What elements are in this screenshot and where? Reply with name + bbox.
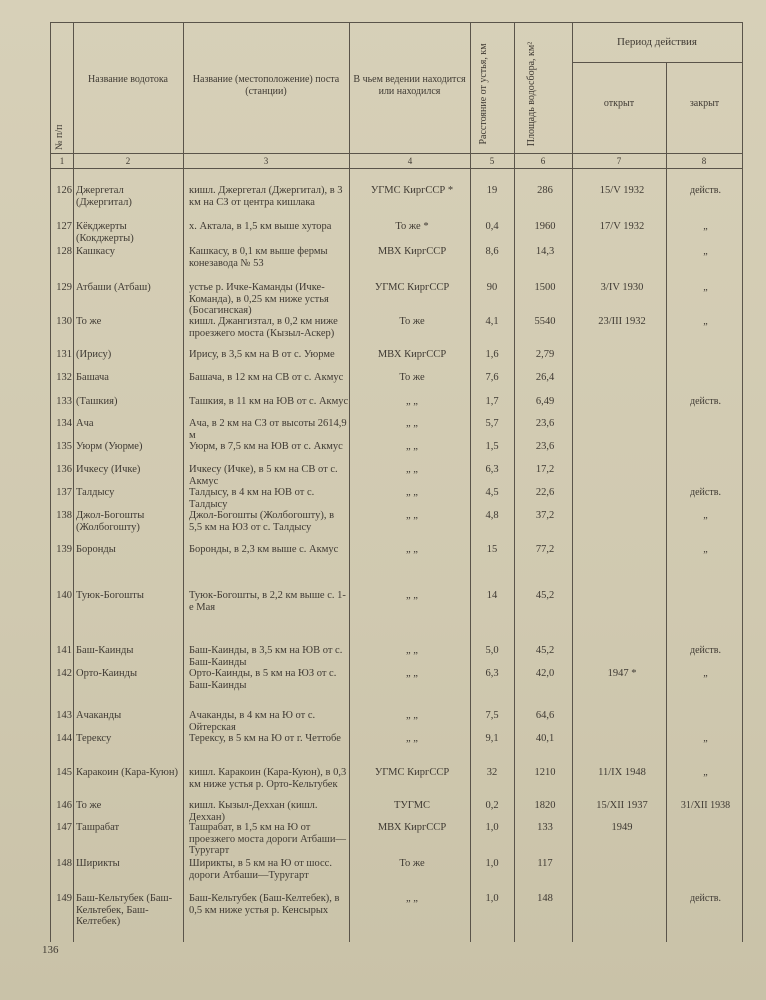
cell-post: Ичкесу (Ичке), в 5 км на СВ от с. Акмус <box>189 464 338 487</box>
cell-post: Боронды, в 2,3 км выше с. Акмус <box>189 544 339 555</box>
period-header-rule <box>572 62 743 63</box>
cell-post: Кашкасу, в 0,1 км выше фермы конезавода № 53 <box>189 246 328 269</box>
cell-post: Талдысу, в 4 км на ЮВ от с. Талдысу <box>189 487 315 510</box>
cell-dist: 1,0 <box>485 822 499 833</box>
cell-name: Баш-Кельтубек (Баш-Кельтебек, Баш-Келтебек) <box>76 893 173 927</box>
cell-area: 23,6 <box>535 418 555 429</box>
cell-owner: „ „ <box>406 710 418 721</box>
cell-n: 146 <box>56 800 72 811</box>
cell-owner: „ „ <box>406 893 418 904</box>
cell-owner: „ „ <box>406 668 418 679</box>
cell-opened: 1947 * <box>607 668 637 679</box>
cell-name: Уюрм (Уюрме) <box>76 441 143 452</box>
cell-post: Ача, в 2 км на СЗ от высоты 2614,9 м <box>189 418 347 441</box>
table-top-rule <box>50 22 743 23</box>
page-number: 136 <box>42 944 59 956</box>
cell-closed: действ. <box>690 645 721 656</box>
cell-closed: 31/XII 1938 <box>680 800 731 811</box>
column-number: 3 <box>263 156 269 166</box>
cell-area: 1820 <box>534 800 556 811</box>
cell-post: Орто-Каинды, в 5 км на ЮЗ от с. Баш-Каинды <box>189 668 337 691</box>
cell-area: 64,6 <box>535 710 555 721</box>
cell-dist: 4,8 <box>485 510 499 521</box>
cell-dist: 8,6 <box>485 246 499 257</box>
cell-dist: 5,0 <box>485 645 499 656</box>
cell-area: 2,79 <box>535 349 555 360</box>
cell-name: Боронды <box>76 544 116 555</box>
cell-post: х. Актала, в 1,5 км выше хутора <box>189 221 332 232</box>
cell-n: 149 <box>56 893 72 904</box>
cell-dist: 1,0 <box>485 893 499 904</box>
cell-area: 5540 <box>534 316 556 327</box>
cell-area: 45,2 <box>535 590 555 601</box>
cell-post: Джол-Богошты (Жолбогошту), в 5,5 км на ЮЗ от с. Талдысу <box>189 510 335 533</box>
cell-closed: „ <box>703 668 708 679</box>
column-number: 1 <box>59 156 65 166</box>
cell-owner: То же <box>399 372 425 383</box>
cell-n: 127 <box>56 221 72 232</box>
cell-closed: действ. <box>690 893 721 904</box>
cell-owner: „ „ <box>406 733 418 744</box>
header-area: Площадь водосбора, км² <box>526 41 537 147</box>
cell-n: 130 <box>56 316 72 327</box>
cell-opened: 1949 <box>611 822 633 833</box>
cell-dist: 15 <box>486 544 498 555</box>
cell-opened: 3/IV 1930 <box>600 282 644 293</box>
header-distance: Расстояние от устья, км <box>478 43 489 145</box>
cell-area: 148 <box>537 893 553 904</box>
cell-post: устье р. Ичке-Каманды (Ичке-Команда), в 0,25 км ниже устья (Босагинская) <box>189 282 329 316</box>
cell-owner: УГМС КиргССР * <box>370 185 454 196</box>
cell-n: 134 <box>56 418 72 429</box>
cell-n: 141 <box>56 645 72 656</box>
cell-closed: „ <box>703 282 708 293</box>
cell-n: 129 <box>56 282 72 293</box>
cell-post: Ширикты, в 5 км на Ю от шосс. дороги Атбаши—Туругарт <box>189 858 332 881</box>
cell-n: 144 <box>56 733 72 744</box>
cell-name: Ачаканды <box>76 710 122 721</box>
column-number: 7 <box>616 156 622 166</box>
cell-closed: „ <box>703 510 708 521</box>
cell-post: Уюрм, в 7,5 км на ЮВ от с. Акмус <box>189 441 343 452</box>
cell-post: Баш-Каинды, в 3,5 км на ЮВ от с. Баш-Каинды <box>189 645 343 668</box>
cell-name: Орто-Каинды <box>76 668 138 679</box>
cell-n: 138 <box>56 510 72 521</box>
column-rule <box>514 22 515 942</box>
cell-dist: 4,1 <box>485 316 499 327</box>
header-opened: открыт <box>603 98 635 109</box>
cell-n: 137 <box>56 487 72 498</box>
cell-n: 148 <box>56 858 72 869</box>
cell-dist: 1,5 <box>485 441 499 452</box>
cell-dist: 0,4 <box>485 221 499 232</box>
cell-owner: МВХ КиргССР <box>377 822 447 833</box>
cell-owner: УГМС КиргССР <box>374 282 450 293</box>
cell-area: 26,4 <box>535 372 555 383</box>
cell-dist: 4,5 <box>485 487 499 498</box>
cell-owner: ТУГМС <box>393 800 431 811</box>
cell-name: Башача <box>76 372 109 383</box>
cell-n: 128 <box>56 246 72 257</box>
column-rule <box>183 22 184 942</box>
cell-area: 17,2 <box>535 464 555 475</box>
cell-post: Ташрабат, в 1,5 км на Ю от проезжего моста дороги Атбаши—Туругарт <box>189 822 347 856</box>
header-numbers-rule <box>50 168 743 169</box>
cell-dist: 7,5 <box>485 710 499 721</box>
cell-owner: УГМС КиргССР <box>374 767 450 778</box>
column-rule <box>73 22 74 942</box>
cell-name: Терексу <box>76 733 112 744</box>
column-number: 8 <box>701 156 707 166</box>
column-number: 6 <box>540 156 546 166</box>
cell-n: 135 <box>56 441 72 452</box>
header-watercourse: Название водотока <box>88 74 168 85</box>
cell-dist: 5,7 <box>485 418 499 429</box>
cell-n: 139 <box>56 544 72 555</box>
cell-closed: „ <box>703 221 708 232</box>
cell-name: Джол-Богошты (Жолбогошту) <box>76 510 145 533</box>
cell-post: кишл. Каракоин (Кара-Куюн), в 0,3 км ниже устья р. Орто-Кельтубек <box>189 767 347 790</box>
column-number: 2 <box>125 156 131 166</box>
cell-post: кишл. Джергетал (Джергитал), в 3 км на СЗ от центра кишлака <box>189 185 343 208</box>
cell-dist: 1,0 <box>485 858 499 869</box>
column-number: 4 <box>407 156 413 166</box>
cell-area: 117 <box>537 858 553 869</box>
cell-area: 133 <box>537 822 553 833</box>
cell-owner: „ „ <box>406 464 418 475</box>
cell-name: То же <box>76 316 102 327</box>
cell-owner: „ „ <box>406 487 418 498</box>
cell-area: 22,6 <box>535 487 555 498</box>
cell-n: 136 <box>56 464 72 475</box>
cell-name: (Ирису) <box>76 349 112 360</box>
cell-name: То же <box>76 800 102 811</box>
cell-n: 145 <box>56 767 72 778</box>
cell-area: 6,49 <box>535 396 555 407</box>
cell-dist: 7,6 <box>485 372 499 383</box>
cell-area: 1500 <box>534 282 556 293</box>
cell-name: Каракоин (Кара-Куюн) <box>76 767 178 778</box>
cell-area: 77,2 <box>535 544 555 555</box>
cell-dist: 32 <box>486 767 498 778</box>
cell-owner: „ „ <box>406 396 418 407</box>
cell-owner: „ „ <box>406 441 418 452</box>
cell-name: Туюк-Богошты <box>76 590 144 601</box>
cell-closed: действ. <box>690 396 721 407</box>
cell-post: Ирису, в 3,5 км на В от с. Уюрме <box>189 349 335 360</box>
cell-closed: „ <box>703 544 708 555</box>
cell-n: 132 <box>56 372 72 383</box>
cell-name: Ташрабат <box>76 822 120 833</box>
cell-dist: 0,2 <box>485 800 499 811</box>
cell-post: Баш-Кельтубек (Баш-Келтебек), в 0,5 км ниже устья р. Кенсырых <box>189 893 340 916</box>
cell-owner: „ „ <box>406 418 418 429</box>
cell-name: Джергетал (Джергитал) <box>76 185 132 208</box>
cell-dist: 14 <box>486 590 498 601</box>
cell-name: Кашкасу <box>76 246 115 257</box>
cell-n: 126 <box>56 185 72 196</box>
cell-dist: 19 <box>486 185 498 196</box>
column-rule <box>349 22 350 942</box>
cell-owner: То же <box>399 316 425 327</box>
cell-dist: 1,6 <box>485 349 499 360</box>
cell-area: 14,3 <box>535 246 555 257</box>
cell-post: Терексу, в 5 км на Ю от г. Четтобе <box>189 733 341 744</box>
cell-n: 142 <box>56 668 72 679</box>
table-border-left <box>50 22 51 942</box>
cell-name: Ичкесу (Ичке) <box>76 464 141 475</box>
cell-dist: 6,3 <box>485 464 499 475</box>
cell-owner: „ „ <box>406 590 418 601</box>
cell-post: Ачаканды, в 4 км на Ю от с. Ойтерская <box>189 710 316 733</box>
cell-area: 37,2 <box>535 510 555 521</box>
header-post: Название (местоположение) поста (станции) <box>192 74 340 97</box>
cell-post: Туюк-Богошты, в 2,2 км выше с. 1-е Мая <box>189 590 346 613</box>
cell-post: Башача, в 12 км на СВ от с. Акмус <box>189 372 344 383</box>
cell-name: Ача <box>76 418 94 429</box>
column-number: 5 <box>489 156 495 166</box>
cell-name: Атбаши (Атбаш) <box>76 282 151 293</box>
cell-opened: 15/V 1932 <box>599 185 645 196</box>
cell-dist: 6,3 <box>485 668 499 679</box>
cell-area: 45,2 <box>535 645 555 656</box>
cell-name: Кёкджерты (Кокджерты) <box>76 221 134 244</box>
cell-n: 131 <box>56 349 72 360</box>
cell-n: 140 <box>56 590 72 601</box>
cell-post: кишл. Кызыл-Деххан (кишл. Деххан) <box>189 800 318 823</box>
header-owner: В чьем ведении находится или находился <box>353 74 466 97</box>
cell-name: Талдысу <box>76 487 115 498</box>
cell-closed: „ <box>703 246 708 257</box>
cell-area: 1960 <box>534 221 556 232</box>
cell-post: Ташкия, в 11 км на ЮВ от с. Акмус <box>189 396 349 407</box>
cell-area: 1210 <box>534 767 556 778</box>
header-period: Период действия <box>617 36 697 48</box>
cell-opened: 15/XII 1937 <box>596 800 648 811</box>
cell-area: 23,6 <box>535 441 555 452</box>
cell-area: 42,0 <box>535 668 555 679</box>
cell-closed: „ <box>703 733 708 744</box>
cell-n: 133 <box>56 396 72 407</box>
header-closed: закрыт <box>689 98 720 109</box>
cell-opened: 23/III 1932 <box>598 316 646 327</box>
cell-dist: 90 <box>486 282 498 293</box>
cell-area: 40,1 <box>535 733 555 744</box>
cell-owner: „ „ <box>406 645 418 656</box>
cell-closed: „ <box>703 767 708 778</box>
cell-closed: „ <box>703 316 708 327</box>
cell-opened: 17/V 1932 <box>599 221 645 232</box>
cell-name: Ширикты <box>76 858 120 869</box>
cell-owner: „ „ <box>406 510 418 521</box>
cell-n: 143 <box>56 710 72 721</box>
cell-dist: 9,1 <box>485 733 499 744</box>
header-number: № п/п <box>54 124 65 150</box>
cell-n: 147 <box>56 822 72 833</box>
cell-opened: 11/IX 1948 <box>598 767 646 778</box>
cell-closed: действ. <box>690 487 721 498</box>
cell-owner: „ „ <box>406 544 418 555</box>
cell-post: кишл. Джангизтал, в 0,2 км ниже проезжего моста (Кызыл-Аскер) <box>189 316 338 339</box>
cell-owner: То же <box>399 858 425 869</box>
cell-closed: действ. <box>690 185 721 196</box>
cell-name: (Ташкия) <box>76 396 118 407</box>
cell-dist: 1,7 <box>485 396 499 407</box>
cell-name: Баш-Каинды <box>76 645 134 656</box>
header-rule <box>50 153 743 154</box>
cell-area: 286 <box>537 185 553 196</box>
cell-owner: МВХ КиргССР <box>377 349 447 360</box>
cell-owner: МВХ КиргССР <box>377 246 447 257</box>
cell-owner: То же * <box>395 221 429 232</box>
